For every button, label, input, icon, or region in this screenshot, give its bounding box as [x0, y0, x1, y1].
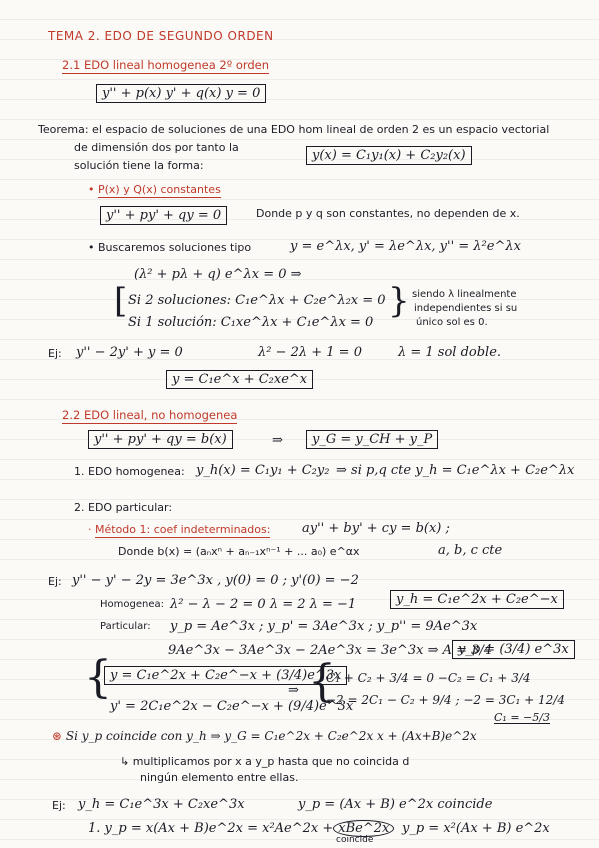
general-solution-box: y(x) = C₁y₁(x) + C₂y₂(x)	[306, 146, 472, 165]
step-1-result: y_p = x²(Ax + B) e^2x	[402, 821, 550, 836]
system-y-box: y = C₁e^2x + C₂e^−x + (3/4)e^3x	[104, 666, 347, 685]
multiply-note-2: ningún elemento entre ellas.	[140, 771, 299, 784]
case-heading-label: P(x) y Q(x) constantes	[98, 183, 221, 196]
trial-solution-equations: y = e^λx, y' = λe^λx, y'' = λ²e^λx	[290, 239, 521, 254]
example-characteristic: λ² − 2λ + 1 = 0	[258, 345, 362, 360]
coincide-caption: coincide	[336, 835, 374, 845]
example3-label: Ej:	[52, 799, 66, 812]
step2-label: 2. EDO particular:	[74, 501, 173, 514]
step1-equation: y_h(x) = C₁y₁ + C₂y₂	[196, 463, 330, 478]
example3-particular: y_p = (Ax + B) e^2x coincide	[298, 797, 493, 812]
characteristic-equation: (λ² + pλ + q) e^λx = 0 ⇒	[134, 267, 302, 282]
one-solution-line: Si 1 solución: C₁xe^λx + C₁e^λx = 0	[128, 315, 374, 330]
bullet-icon: ·	[88, 523, 95, 536]
donde-constants: a, b, c cte	[438, 543, 503, 558]
step-1-expression: 1. y_p = x(Ax + B)e^2x = x²Ae^2x +	[88, 821, 334, 836]
nonhomogeneous-equation-box: y'' + py' + qy = b(x)	[88, 430, 233, 449]
two-solutions-line: Si 2 soluciones: C₁e^λx + C₂e^λ₂x = 0	[128, 293, 386, 308]
example-equation: y'' − 2y' + y = 0	[76, 345, 183, 360]
independence-note-1: siendo λ linealmente	[412, 289, 517, 300]
method1-heading	[88, 524, 270, 535]
homogeneous-roots: λ² − λ − 2 = 0 λ = 2 λ = −1	[170, 597, 357, 612]
particular-calculation: 9Ae^3x − 3Ae^3x − 2Ae^3x = 3e^3x ⇒ A = 3/4	[168, 643, 493, 658]
system-row-2: −2 = 2C₁ − C₂ + 9/4 ; −2 = 3C₁ + 12/4	[326, 693, 565, 707]
constant-coef-equation-box: y'' + py' + qy = 0	[100, 206, 227, 225]
bullet-icon: •	[88, 183, 98, 196]
theorem-line-1: Teorema: el espacio de soluciones de una EDO hom lineal de orden 2 es un espacio vectorial	[38, 123, 550, 136]
step1-label: 1. EDO homogenea:	[74, 465, 185, 478]
theorem-line-2: de dimensión dos por tanto la	[74, 141, 239, 154]
system-arrow: ⇒	[288, 683, 299, 698]
constants-note: Donde p y q son constantes, no dependen de x.	[256, 207, 520, 220]
step1-note: ⇒ si p,q cte y_h = C₁e^λx + C₂e^λx	[336, 463, 575, 478]
independence-note-2: independientes si su	[414, 303, 518, 314]
page-title: TEMA 2. EDO DE SEGUNDO ORDEN	[48, 29, 274, 43]
general-sum-box: y_G = y_CH + y_P	[306, 430, 438, 449]
example-label: Ej:	[48, 347, 62, 360]
search-text-label: Buscaremos soluciones tipo	[98, 241, 252, 254]
independence-note-3: único sol es 0.	[416, 317, 488, 328]
particular-label: Particular:	[100, 621, 151, 632]
implies-arrow: ⇒	[272, 433, 283, 448]
example-root: λ = 1 sol doble.	[398, 345, 502, 360]
system-brace-icon: {	[84, 652, 112, 703]
right-brace-icon: }	[388, 281, 410, 321]
circled-term: xBe^2x	[333, 820, 394, 837]
homogeneous-label: Homogenea:	[100, 599, 164, 610]
bullet-icon: •	[88, 241, 98, 254]
homogeneous-equation-box: y'' + p(x) y' + q(x) y = 0	[96, 84, 266, 103]
case-heading	[88, 184, 221, 195]
coincide-text: Si y_p coincide con y_h ⇒ y_G = C₁e^2x + C₂e^2x x + (Ax+B)e^2x	[65, 729, 477, 743]
method1-label: Método 1: coef indeterminados:	[95, 523, 271, 536]
step-1-line	[88, 822, 394, 835]
particular-solution-box: y_p = (3/4) e^3x	[452, 640, 575, 659]
system-y-prime: y' = 2C₁e^2x − C₂e^−x + (9/4)e^3x	[110, 699, 354, 714]
method1-equation: ay'' + by' + cy = b(x) ;	[302, 521, 450, 536]
particular-trial: y_p = Ae^3x ; y_p' = 3Ae^3x ; y_p'' = 9Ae^3x	[170, 619, 478, 634]
example-solution-box: y = C₁e^x + C₂xe^x	[166, 370, 313, 389]
multiply-note-1: ↳ multiplicamos por x a y_p hasta que no coincida d	[120, 755, 410, 768]
homogeneous-solution-box: y_h = C₁e^2x + C₂e^−x	[390, 590, 564, 609]
left-bracket-icon: [	[114, 281, 128, 321]
section-heading-2-2: 2.2 EDO lineal, no homogenea	[62, 408, 238, 422]
example3-homogeneous: y_h = C₁e^3x + C₂xe^3x	[78, 797, 245, 812]
warning-icon: ⊛	[52, 729, 66, 743]
result-brace-icon: {	[308, 656, 336, 707]
system-result: C₁ = −5/3	[494, 711, 550, 724]
donde-line: Donde b(x) = (aₙxⁿ + aₙ₋₁xⁿ⁻¹ + ... a₀) e^αx	[118, 545, 360, 558]
search-text	[88, 242, 251, 253]
example2-label: Ej:	[48, 575, 62, 588]
coincide-line	[52, 730, 477, 742]
example2-equation: y'' − y' − 2y = 3e^3x , y(0) = 0 ; y'(0) = −2	[72, 573, 359, 588]
system-row-1: C₁ + C₂ + 3/4 = 0 −C₂ = C₁ + 3/4	[326, 671, 531, 685]
section-heading-2-1: 2.1 EDO lineal homogenea 2º orden	[62, 58, 270, 72]
theorem-line-3: solución tiene la forma:	[74, 159, 204, 172]
